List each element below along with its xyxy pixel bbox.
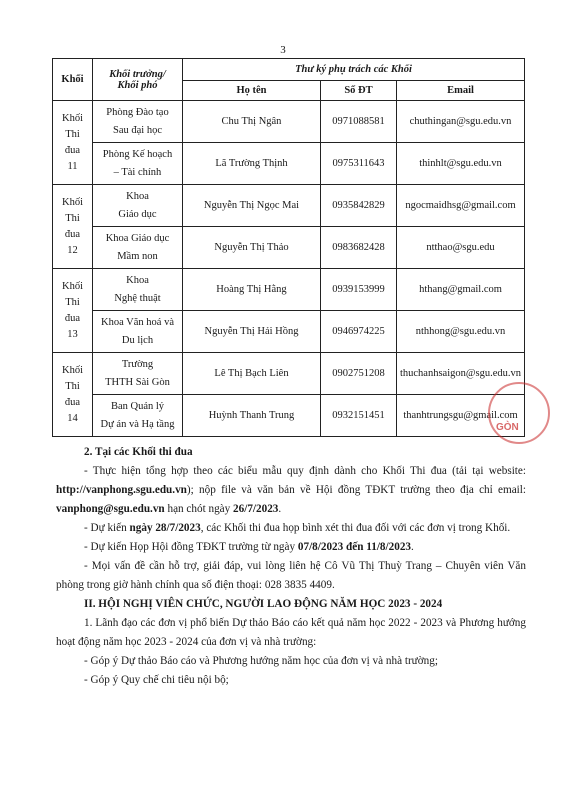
page-number: 3: [280, 44, 286, 56]
section-2-para-1: - Thực hiện tổng hợp theo các biểu mẫu quy định dành cho Khối Thi đua (tải tại website: http://vanphong.sgu.edu.vn); nộp file và văn bản về Hội đồng TĐKT trường theo địa chỉ email: vanphong@sgu.edu.vn hạn chót ngày 26/7/2023.: [56, 465, 526, 515]
name-cell: Hoàng Thị Hằng: [183, 269, 321, 311]
email-cell: hthang@gmail.com: [397, 269, 525, 311]
table-row: [53, 395, 525, 437]
unit-cell: Khoa Nghệ thuật: [93, 269, 183, 311]
phone-cell: 0946974225: [321, 311, 397, 353]
seal-text: GÒN: [496, 422, 519, 433]
name-cell: Nguyễn Thị Thảo: [183, 227, 321, 269]
email-cell: ngocmaidhsg@gmail.com: [397, 185, 525, 227]
email-cell: chuthingan@sgu.edu.vn: [397, 101, 525, 143]
unit-cell: Khoa Giáo dục: [93, 185, 183, 227]
section-2-para-2: - Dự kiến ngày 28/7/2023, các Khối thi đua họp bình xét thi đua đối với các đơn vị trong Khối.: [84, 522, 511, 534]
group-label: Khối Thi đua 11: [53, 101, 93, 185]
section-3-heading: II. HỘI NGHỊ VIÊN CHỨC, NGƯỜI LAO ĐỘNG NĂM HỌC 2023 - 2024: [84, 598, 443, 610]
name-cell: Lã Trường Thịnh: [183, 143, 321, 185]
header-khoi: Khối: [53, 59, 93, 101]
official-seal: [488, 382, 550, 444]
email-cell: nthhong@sgu.edu.vn: [397, 311, 525, 353]
table-row: [53, 311, 525, 353]
phone-cell: 0971088581: [321, 101, 397, 143]
name-cell: Nguyễn Thị Ngọc Mai: [183, 185, 321, 227]
competition-group-table: [52, 58, 525, 437]
section-2-para-4: - Mọi vấn đề cần hỗ trợ, giải đáp, vui lòng liên hệ Cô Vũ Thị Thuỳ Trang – Chuyên viên Văn phòng trong giờ hành chính qua số điện thoại: 028 3835 4409.: [56, 560, 526, 591]
group-label: Khối Thi đua 12: [53, 185, 93, 269]
email-cell: ntthao@sgu.edu: [397, 227, 525, 269]
name-cell: Lê Thị Bạch Liên: [183, 353, 321, 395]
section-2-heading: 2. Tại các Khối thi đua: [84, 446, 193, 458]
section-2: [56, 443, 526, 690]
table-row: [53, 143, 525, 185]
table-row: [53, 185, 525, 227]
header-email: Email: [397, 81, 525, 101]
name-cell: Huỳnh Thanh Trung: [183, 395, 321, 437]
phone-cell: 0983682428: [321, 227, 397, 269]
section-3-para-3: - Góp ý Quy chế chi tiêu nội bộ;: [84, 674, 229, 686]
unit-cell: Phòng Kế hoạch – Tài chính: [93, 143, 183, 185]
unit-cell: Khoa Giáo dục Mầm non: [93, 227, 183, 269]
email-cell: thinhlt@sgu.edu.vn: [397, 143, 525, 185]
header-ho-ten: Họ tên: [183, 81, 321, 101]
section-3-para-2: - Góp ý Dự thảo Báo cáo và Phương hướng năm học của đơn vị và nhà trường;: [84, 655, 438, 667]
unit-cell: Phòng Đào tạo Sau đại học: [93, 101, 183, 143]
table-row: [53, 101, 525, 143]
section-3-para-1: 1. Lãnh đạo các đơn vị phổ biến Dự thảo Báo cáo kết quả năm học 2022 - 2023 và Phương hướng hoạt động năm học 2023 - 2024 của đơn vị và nhà trường:: [56, 617, 526, 648]
phone-cell: 0939153999: [321, 269, 397, 311]
section-2-para-3: - Dự kiến Họp Hội đồng TĐKT trường từ ngày 07/8/2023 đến 11/8/2023.: [84, 541, 414, 553]
phone-cell: 0935842829: [321, 185, 397, 227]
phone-cell: 0932151451: [321, 395, 397, 437]
table-row: [53, 353, 525, 395]
header-so-dt: Số ĐT: [321, 81, 397, 101]
name-cell: Chu Thị Ngân: [183, 101, 321, 143]
unit-cell: Ban Quản lý Dự án và Hạ tầng: [93, 395, 183, 437]
group-label: Khối Thi đua 13: [53, 269, 93, 353]
header-khoi-truong: Khối trưởng/ Khối phó: [93, 59, 183, 101]
unit-cell: Trường THTH Sài Gòn: [93, 353, 183, 395]
email-cell: thanhtrungsgu@gmail.com: [397, 395, 525, 437]
group-label: Khối Thi đua 14: [53, 353, 93, 437]
phone-cell: 0975311643: [321, 143, 397, 185]
header-thu-ky: Thư ký phụ trách các Khối: [183, 59, 525, 81]
email-cell: thuchanhsaigon@sgu.edu.vn: [397, 353, 525, 395]
unit-cell: Khoa Văn hoá và Du lịch: [93, 311, 183, 353]
table-row: [53, 227, 525, 269]
name-cell: Nguyễn Thị Hải Hồng: [183, 311, 321, 353]
phone-cell: 0902751208: [321, 353, 397, 395]
table-row: [53, 269, 525, 311]
